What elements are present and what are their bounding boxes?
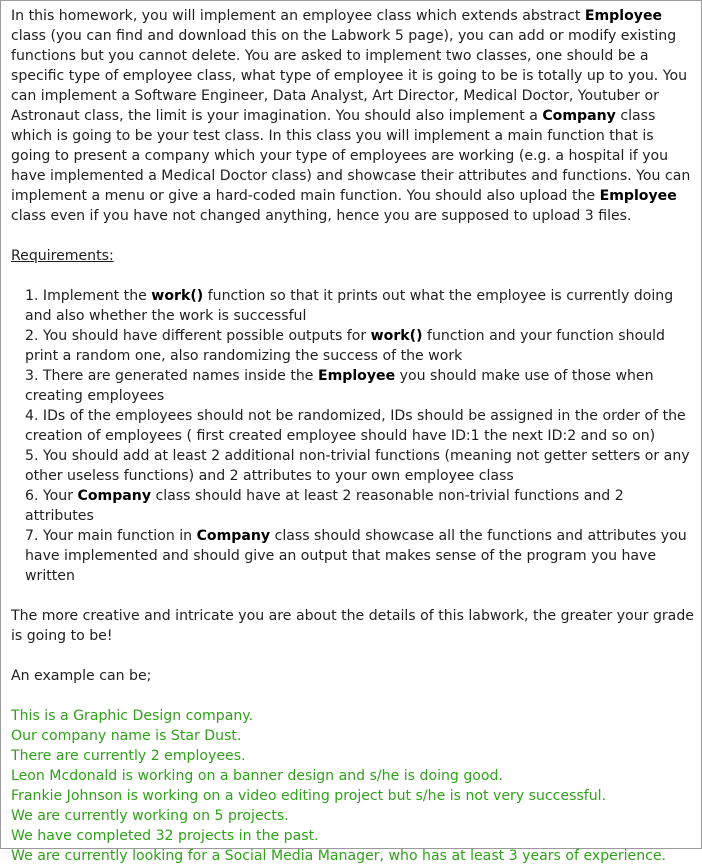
requirement-item: 5. You should add at least 2 additional non-trivial functions (meaning not getter setters or any other useless functions) and 2 attributes to your own employee class [25,448,690,484]
example-line: There are currently 2 employees. [11,748,246,764]
example-line: This is a Graphic Design company. [11,708,254,724]
intro-paragraph: In this homework, you will implement an employee class which extends abstract Employee class (you can find and download this on the Labwork 5 page), you can add or modify existing functions but you cannot delete. You are asked to implement two classes, one should be a specific type of employee class, what type of employee it is going to be is totally up to you. You can implement a Software Engineer, Data Analyst, Art Director, Medical Doctor, Youtuber or Astronaut class, the limit is your imagination. You should also implement a Company class which is going to be your test class. In this class you will implement a main function that is going to present a company which your type of employees are working (e.g. a hospital if you have implemented a Medical Doctor class) and showcase their attributes and functions. You can implement a menu or give a hard-coded main function. You should also upload the Employee class even if you have not changed anything, hence you are supposed to upload 3 files. [11,8,691,224]
example-output [11,706,695,866]
document-body [11,6,695,866]
bold-term: Employee [317,368,396,384]
bold-term: work() [151,288,204,304]
bold-term: Employee [584,8,663,24]
example-line: We are currently looking for a Social Media Manager, who has at least 3 years of experience. [11,848,667,864]
bold-term: Employee [599,188,677,204]
requirement-item: 4. IDs of the employees should not be randomized, IDs should be assigned in the order of the creation of employees ( first created employee should have ID:1 the next ID:2 and so on) [25,408,686,444]
example-line: Leon Mcdonald is working on a banner design and s/he is doing good. [11,768,503,784]
example-line: Frankie Johnson is working on a video editing project but s/he is not very successful. [11,788,607,804]
bold-term: work() [370,328,423,344]
requirement-item: 7. Your main function in Company class should showcase all the functions and attributes you have implemented and should give an output that makes sense of the program you have written [25,528,687,584]
bold-term: Company [196,528,271,544]
outro-paragraph: The more creative and intricate you are about the details of this labwork, the greater your grade is going to be! [11,608,694,644]
example-line: Our company name is Star Dust. [11,728,242,744]
bold-term: Company [542,108,616,124]
example-line: We have completed 32 projects in the past. [11,828,319,844]
requirement-item: 3. There are generated names inside the Employee you should make use of those when creating employees [25,368,654,404]
requirement-item: 6. Your Company class should have at least 2 reasonable non-trivial functions and 2 attributes [25,488,624,524]
bold-term: Company [77,488,152,504]
requirements-heading: Requirements: [11,248,114,264]
requirement-item: 1. Implement the work() function so that it prints out what the employee is currently doing and also whether the work is successful [25,288,674,324]
requirement-item: 2. You should have different possible outputs for work() function and your function should print a random one, also randomizing the success of the work [25,328,665,364]
requirements-list [11,286,695,586]
example-line: We are currently working on 5 projects. [11,808,289,824]
example-intro: An example can be; [11,668,152,684]
